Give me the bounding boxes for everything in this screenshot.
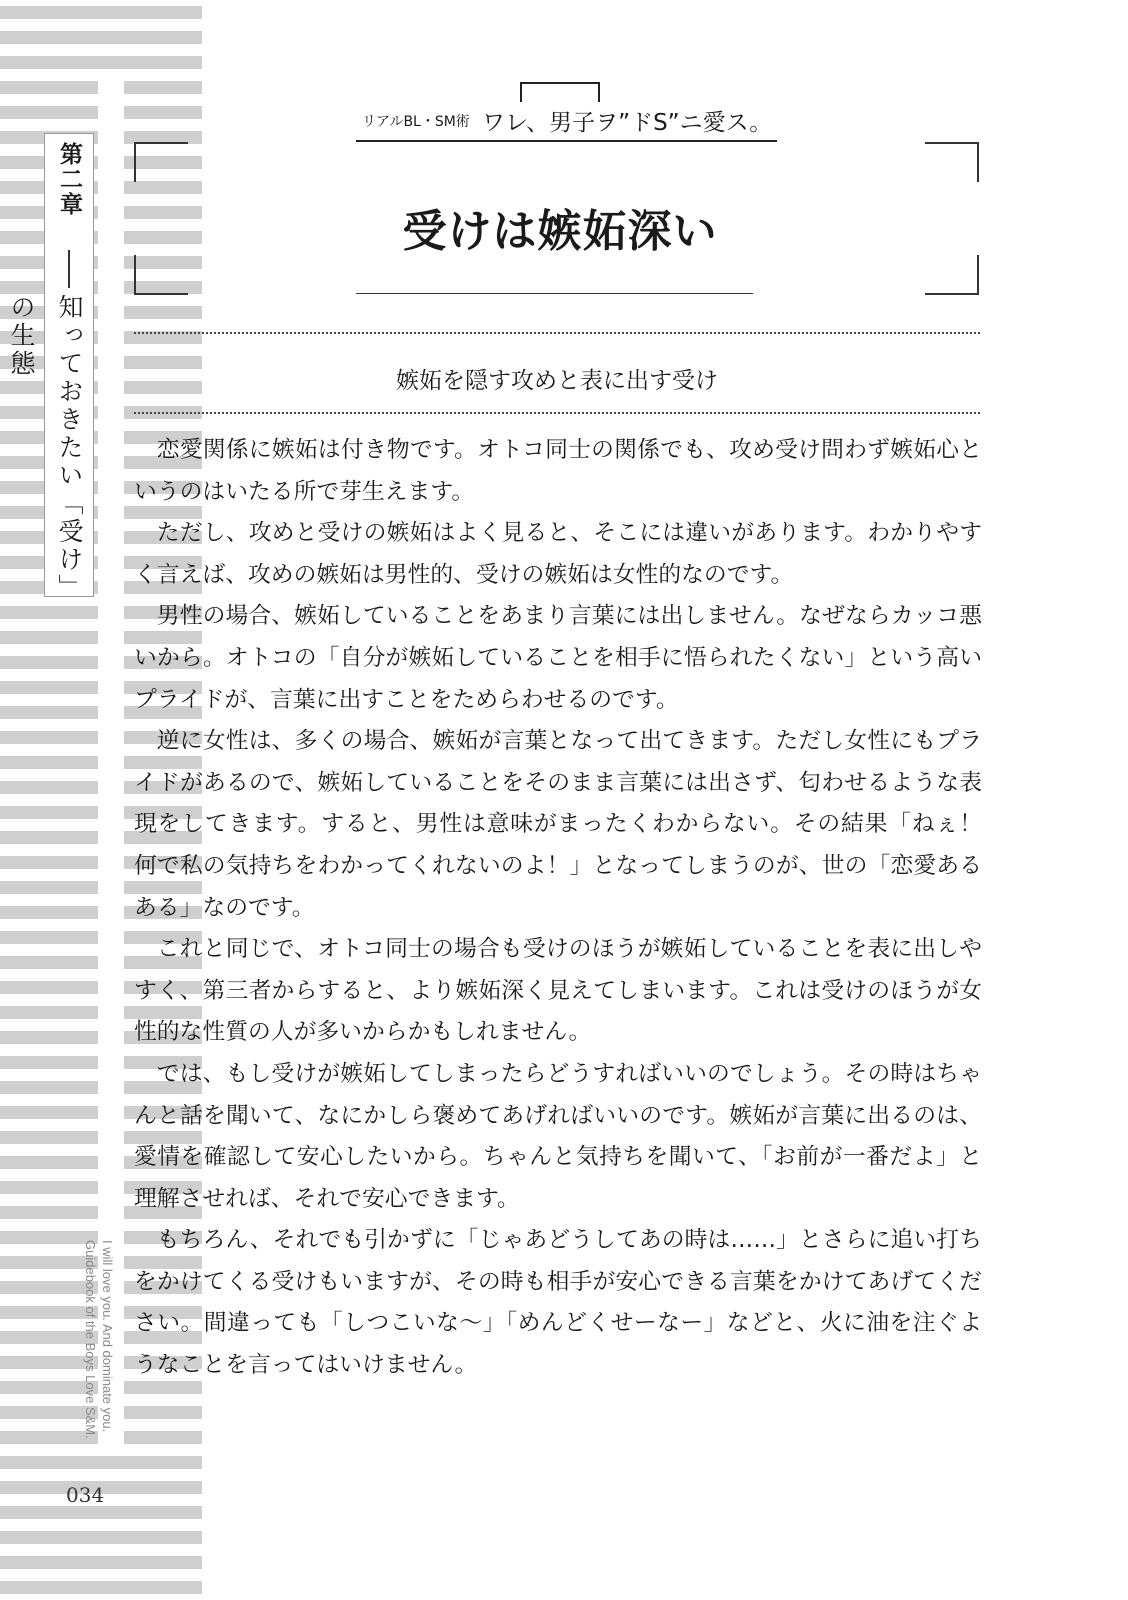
margin-stripe <box>0 906 98 919</box>
frame-bottom-right-v <box>977 255 979 295</box>
book-header <box>356 100 776 140</box>
margin-stripe <box>124 181 202 194</box>
margin-stripe <box>0 781 98 794</box>
page-number: 034 <box>66 1483 105 1507</box>
margin-stripe <box>0 1156 98 1169</box>
chapter-tab <box>7 133 94 597</box>
margin-stripe <box>124 1431 202 1444</box>
frame-bottom-left-v <box>134 255 136 295</box>
margin-stripe <box>0 831 98 844</box>
header-tick-right <box>598 82 600 102</box>
margin-stripe <box>0 31 202 44</box>
header-tick-top <box>520 82 600 84</box>
margin-stripe <box>0 1056 98 1069</box>
paragraph: 逆に女性は、多くの場合、嫉妬が言葉となって出てきます。ただし女性にもプライドがあるので、嫉妬していることをそのまま言葉には出さず、匂わせるような表現をしてきます。すると、男性は意味がまったくわからない。その結果「ねぇ！ 何で私の気持ちをわかってくれないのよ！」となってしまうのが、世の「恋愛あるある」なのです。 <box>134 728 1005 921</box>
margin-stripe <box>0 81 98 94</box>
margin-stripe <box>0 1556 202 1569</box>
chapter-separator <box>68 250 70 288</box>
margin-stripe <box>0 956 98 969</box>
chapter-number: 第二章 <box>56 142 82 217</box>
margin-stripe <box>0 856 98 869</box>
margin-stripe <box>0 981 98 994</box>
margin-stripe <box>0 606 98 619</box>
margin-stripe <box>124 106 202 119</box>
margin-stripe <box>0 1206 98 1219</box>
margin-stripe <box>0 1031 98 1044</box>
title-underline <box>356 293 753 294</box>
margin-stripe <box>0 806 98 819</box>
section-title: 受けは嫉妬深い <box>402 206 718 257</box>
paragraph: では、もし受けが嫉妬してしまったらどうすればいいのでしょう。その時はちゃんと話を聞いて、なにかしら褒めてあげればいいのです。嫉妬が言葉に出るのは、愛情を確認して安心したいから。ちゃんと気持ちを聞いて、「お前が一番だよ」と理解させれば、それで安心できます。 <box>134 1060 982 1212</box>
paragraph: 恋愛関係に嫉妬は付き物です。オトコ同士の関係でも、攻め受け問わず嫉妬心というのはいたる所で芽生えます。 <box>134 437 982 505</box>
margin-stripe <box>0 1581 202 1594</box>
margin-stripe <box>0 1531 202 1544</box>
margin-stripe <box>0 1181 98 1194</box>
header-tick-left <box>520 82 522 102</box>
margin-stripe <box>0 881 98 894</box>
margin-stripe <box>0 731 98 744</box>
paragraph: ただし、攻めと受けの嫉妬はよく見ると、そこには違いがあります。わかりやすく言えば、攻めの嫉妬は男性的、受けの嫉妬は女性的なのです。 <box>134 520 982 588</box>
margin-stripe <box>124 1406 202 1419</box>
margin-stripe <box>0 681 98 694</box>
margin-stripe <box>0 1081 98 1094</box>
margin-stripe <box>0 631 98 644</box>
margin-stripe <box>0 1006 98 1019</box>
margin-stripe <box>0 1131 98 1144</box>
english-subtitle: I will love you. And dominate you. Guidebook of the Boys Love S&M. <box>83 1240 115 1439</box>
header-rule <box>356 140 777 142</box>
body-text <box>134 430 1005 1387</box>
margin-stripe <box>0 931 98 944</box>
book-series: リアルBL・SM術 <box>362 114 470 130</box>
dotted-divider-top <box>134 332 980 334</box>
chapter-title: 知っておきたい「受け」の生態 <box>7 294 84 590</box>
margin-stripe <box>0 1106 98 1119</box>
paragraph: もちろん、それでも引かずに「じゃあどうしてあの時は……」とさらに追い打ちをかけてくる受けもいますが、その時も相手が安心できる言葉をかけてあげてください。間違っても「しつこいな～」「めんどくせーなー」などと、火に油を注ぐようなことを言ってはいけません。 <box>134 1227 982 1379</box>
margin-stripe <box>124 81 202 94</box>
margin-stripe <box>0 1506 202 1519</box>
margin-stripe <box>0 6 202 19</box>
frame-top-right-v <box>977 142 979 182</box>
margin-stripe <box>0 756 98 769</box>
margin-stripe <box>0 706 98 719</box>
margin-stripe <box>124 206 202 219</box>
frame-top-left-h <box>134 142 188 144</box>
book-title: ワレ、男子ヲ”ドS”ニ愛ス。 <box>482 110 773 136</box>
margin-stripe <box>0 56 202 69</box>
margin-stripe <box>124 231 202 244</box>
frame-bottom-left-h <box>134 293 188 295</box>
dotted-divider-bottom <box>134 412 980 414</box>
paragraph: これと同じで、オトコ同士の場合も受けのほうが嫉妬していることを表に出しやすく、第三者からすると、より嫉妬深く見えてしまいます。これは受けのほうが女性的な性質の人が多いからかもしれません。 <box>134 936 982 1046</box>
margin-stripe <box>0 106 98 119</box>
frame-bottom-right-h <box>925 293 979 295</box>
margin-stripe <box>124 306 202 319</box>
frame-top-right-h <box>925 142 979 144</box>
paragraph: 男性の場合、嫉妬していることをあまり言葉には出しません。なぜならカッコ悪いから。オトコの「自分が嫉妬していることを相手に悟られたくない」という高いプライドが、言葉に出すことをためらわせるのです。 <box>134 603 982 713</box>
section-subtitle: 嫉妬を隠す攻めと表に出す受け <box>396 368 718 394</box>
frame-top-left-v <box>134 142 136 182</box>
margin-stripe <box>0 656 98 669</box>
